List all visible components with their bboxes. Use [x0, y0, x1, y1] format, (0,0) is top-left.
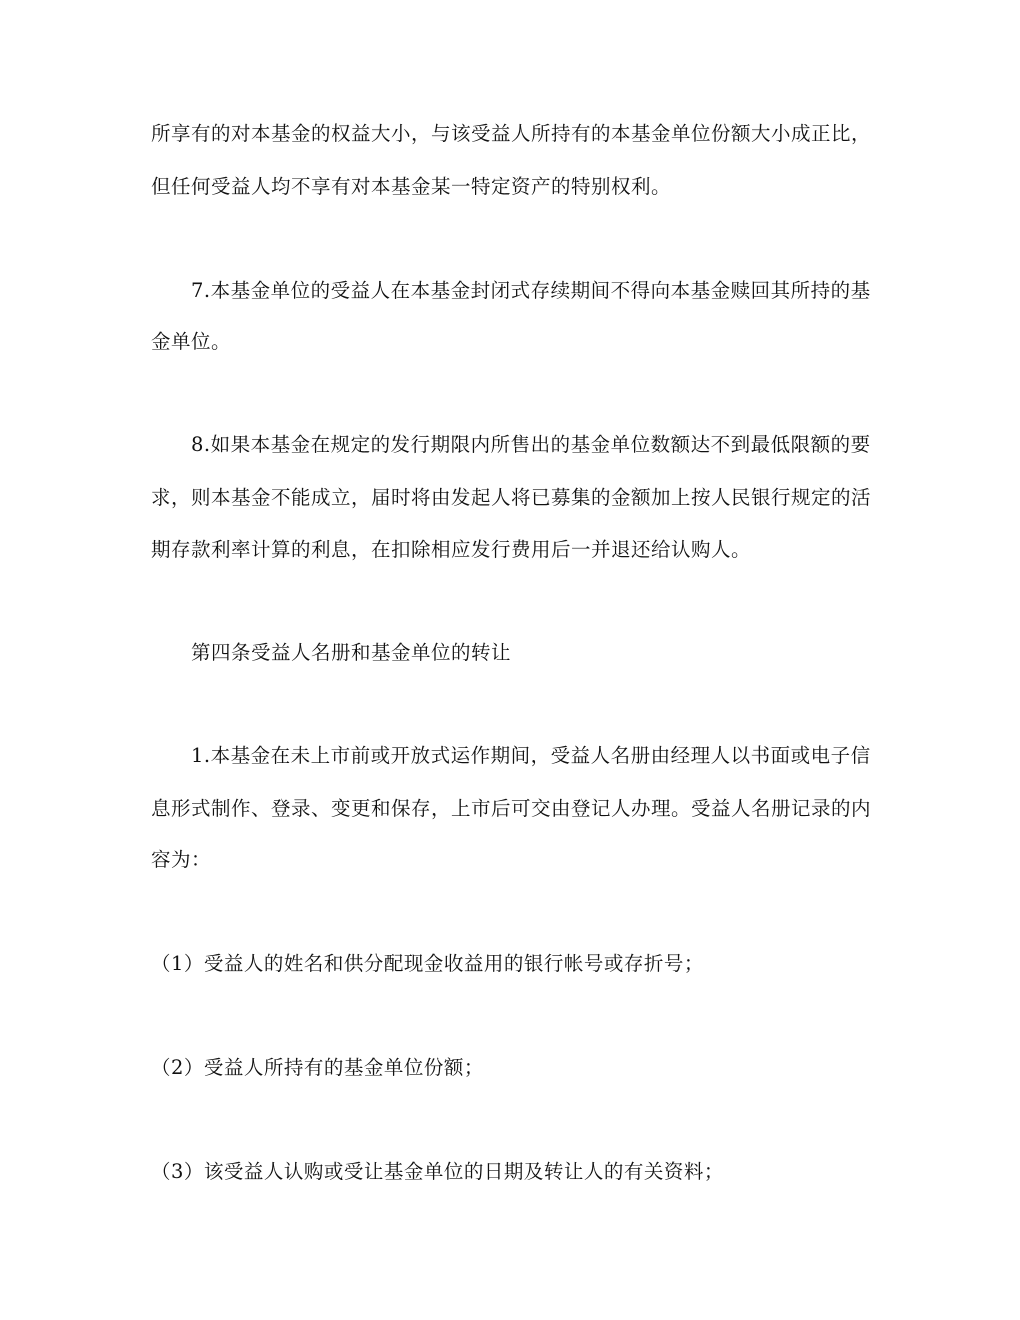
- paragraph-item-7-line-1: 7.本基金单位的受益人在本基金封闭式存续期间不得向本基金赎回其所持的基: [191, 279, 871, 302]
- sub-item-3: （3）该受益人认购或受让基金单位的日期及转让人的有关资料；: [151, 1160, 724, 1183]
- paragraph-rights-line-1: 所享有的对本基金的权益大小，与该受益人所持有的本基金单位份额大小成正比，: [151, 122, 872, 145]
- paragraph-article-4-item-1-line-2: 息形式制作、登录、变更和保存，上市后可交由登记人办理。受益人名册记录的内: [151, 797, 872, 820]
- sub-item-1: （1）受益人的姓名和供分配现金收益用的银行帐号或存折号；: [151, 952, 704, 975]
- article-4-heading: 第四条受益人名册和基金单位的转让: [191, 641, 512, 664]
- paragraph-item-8-line-3: 期存款利率计算的利息，在扣除相应发行费用后一并退还给认购人。: [151, 538, 752, 561]
- paragraph-article-4-item-1-line-3: 容为：: [151, 848, 212, 871]
- paragraph-item-8-line-2: 求，则本基金不能成立，届时将由发起人将已募集的金额加上按人民银行规定的活: [151, 486, 872, 509]
- sub-item-2: （2）受益人所持有的基金单位份额；: [151, 1056, 484, 1079]
- paragraph-rights-line-2: 但任何受益人均不享有对本基金某一特定资产的特别权利。: [151, 175, 672, 198]
- paragraph-article-4-item-1-line-1: 1.本基金在未上市前或开放式运作期间，受益人名册由经理人以书面或电子信: [191, 744, 871, 767]
- paragraph-item-8-line-1: 8.如果本基金在规定的发行期限内所售出的基金单位数额达不到最低限额的要: [191, 433, 871, 456]
- paragraph-item-7-line-2: 金单位。: [151, 330, 232, 353]
